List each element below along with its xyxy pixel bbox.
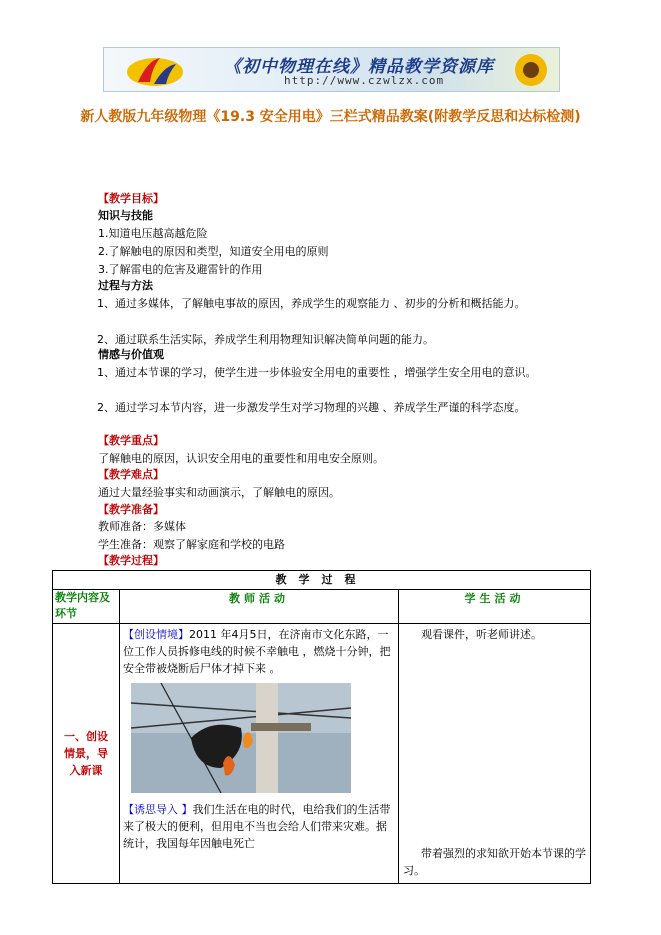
student-preparation: 学生准备：观察了解家庭和学校的电路 xyxy=(98,538,285,551)
student-activity-1: 观看课件，听老师讲述。 xyxy=(421,628,542,641)
column-header-teacher: 教师活动 xyxy=(120,590,399,624)
intro-tag: 【诱思导入 】 xyxy=(123,803,193,816)
process-section-heading: 【教学过程】 xyxy=(98,554,164,567)
emotion-heading: 情感与价值观 xyxy=(98,348,164,361)
intro-text: 我们生活在电的时代，电给我们的生活带来了极大的便利，但用电不当也会给人们带来灾难。据统计，我国每年因触电死亡 xyxy=(123,803,391,850)
emotion-item: 2、通过学习本节内容，进一步激发学生对学习物理的兴趣 、养成学生严谨的科学态度。 xyxy=(97,401,526,414)
intro-paragraph xyxy=(123,801,395,852)
site-banner xyxy=(103,47,560,92)
column-header-student: 学生活动 xyxy=(399,590,591,624)
difficulty-heading: 【教学难点】 xyxy=(98,468,164,481)
emotion-item: 1、通过本节课的学习，使学生进一步体验安全用电的重要性 ，增强学生安全用电的意识。 xyxy=(97,366,537,379)
process-item: 2、通过联系生活实际，养成学生利用物理知识解决简单问题的能力。 xyxy=(97,333,434,346)
teacher-activity-cell xyxy=(120,624,399,884)
scenario-text: 2011 年4月5日，在济南市文化东路，一位工作人员拆修电线的时候不幸触电 ，燃烧十分钟，把安全带被烧断后尸体才掉下来 。 xyxy=(123,628,391,675)
banner-title: 《初中物理在线》精品教学资源库 xyxy=(224,57,494,77)
sunflower-icon xyxy=(507,50,555,90)
student-activity-2: 带着强烈的求知欲开始本节课的学习。 xyxy=(403,847,586,877)
teaching-process-table xyxy=(52,570,591,884)
stage-label-text: 一、创设情景，导入新课 xyxy=(64,730,108,777)
column-header-content: 教学内容及环节 xyxy=(53,590,120,624)
teacher-preparation: 教师准备：多媒体 xyxy=(98,520,186,533)
knowledge-item: 3.了解雷电的危害及避雷针的作用 xyxy=(98,263,263,276)
student-activity-cell xyxy=(399,624,591,884)
process-heading: 过程与方法 xyxy=(98,279,153,292)
process-item: 1、通过多媒体，了解触电事故的原因，养成学生的观察能力 、初步的分析和概括能力。 xyxy=(97,297,526,310)
knowledge-item: 1.知道电压越高越危险 xyxy=(98,227,208,240)
knowledge-heading: 知识与技能 xyxy=(98,209,153,222)
key-point-text: 了解触电的原因，认识安全用电的重要性和用电安全原则。 xyxy=(98,452,384,465)
scenario-paragraph xyxy=(123,626,395,677)
scenario-tag: 【创设情境】 xyxy=(123,628,189,641)
key-point-heading: 【教学重点】 xyxy=(98,434,164,447)
site-logo-icon xyxy=(124,52,186,89)
banner-url[interactable]: http://www.czwlzx.com xyxy=(284,74,445,87)
preparation-heading: 【教学准备】 xyxy=(98,503,164,516)
table-header: 教学过程 xyxy=(53,571,591,590)
difficulty-text: 通过大量经验事实和动画演示，了解触电的原因。 xyxy=(98,486,340,499)
document-title: 新人教版九年级物理《19.3 安全用电》三栏式精品教案(附教学反思和达标检测) xyxy=(80,109,581,125)
objectives-heading: 【教学目标】 xyxy=(98,192,164,205)
knowledge-item: 2.了解触电的原因和类型，知道安全用电的原则 xyxy=(98,245,329,258)
electrocution-photo xyxy=(131,683,351,793)
stage-label xyxy=(53,624,120,884)
